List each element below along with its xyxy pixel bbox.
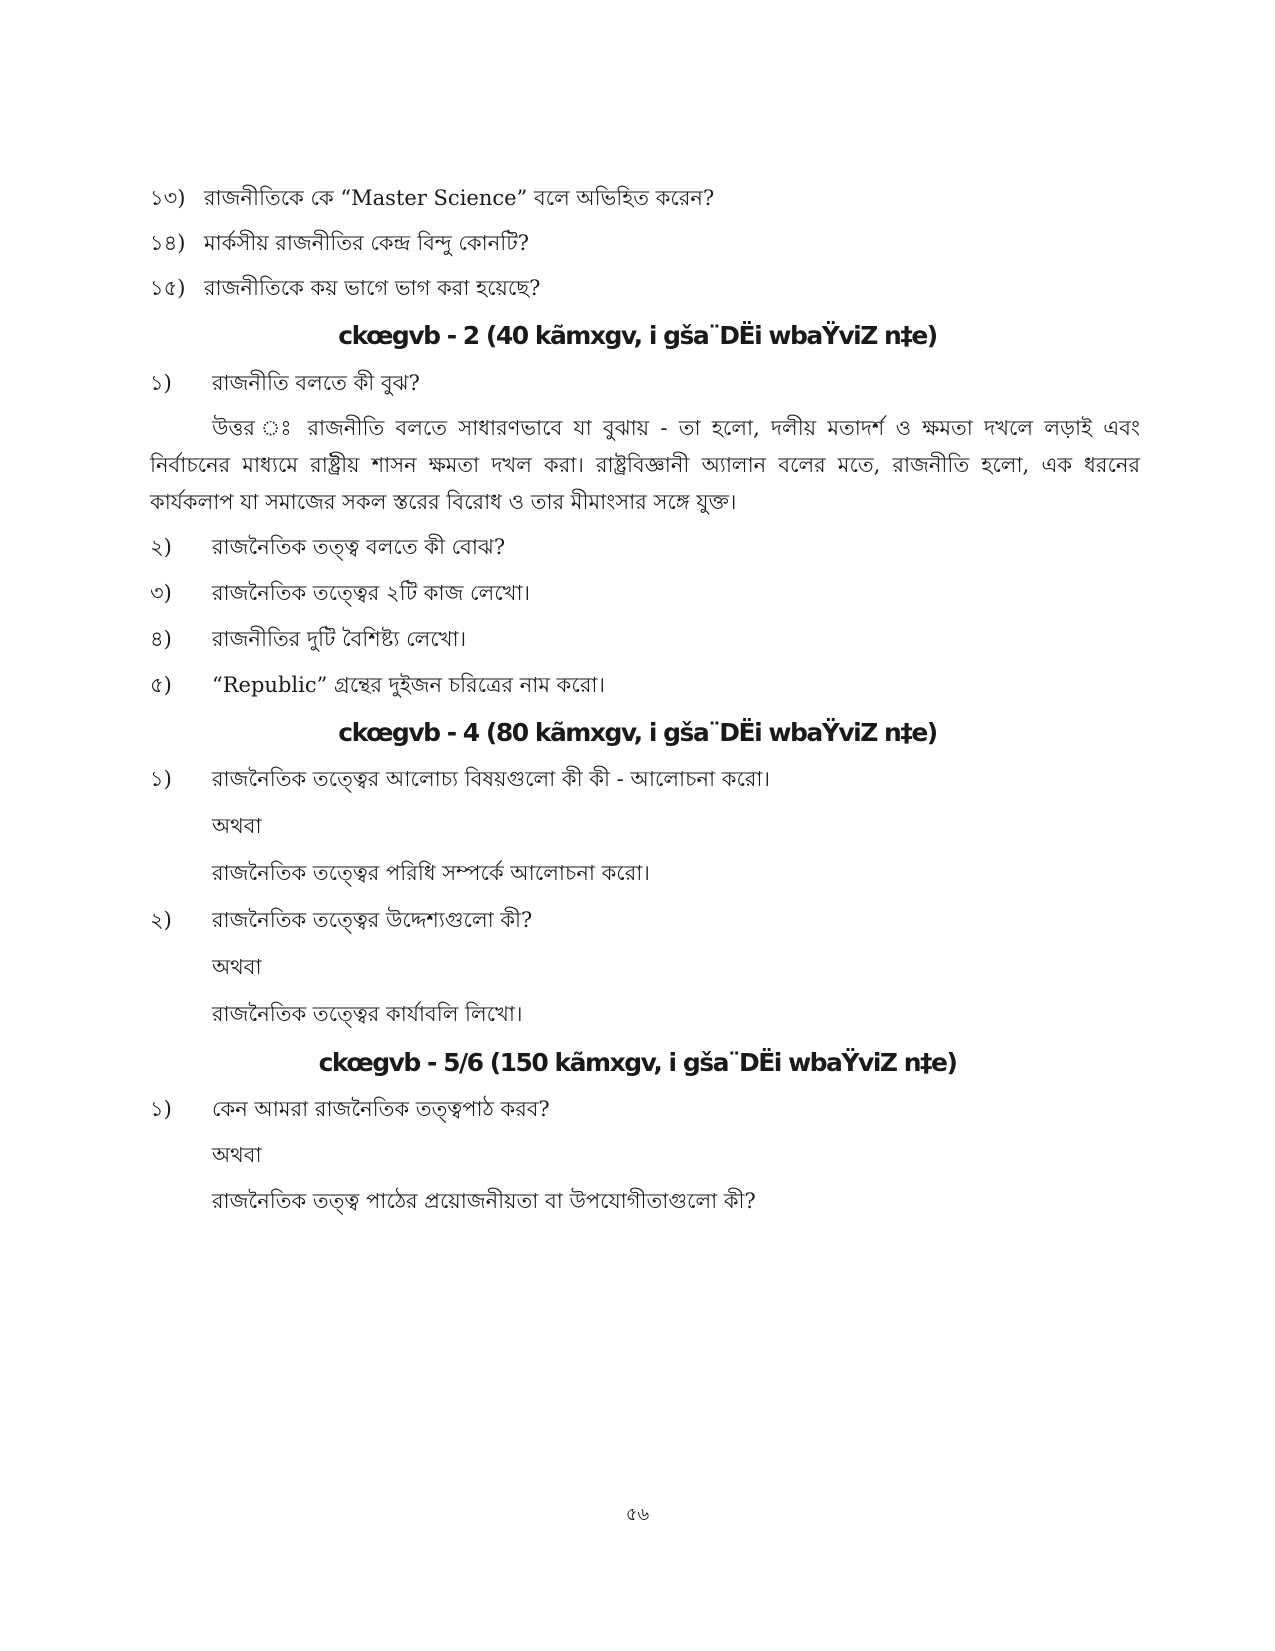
question-text: “Republic” গ্রন্থের দুইজন চরিত্রের নাম করো।: [212, 673, 605, 697]
question-text: রাজনৈতিক তত্ত্বের আলোচ্য বিষয়গুলো কী কী - আলোচনা করো।: [212, 767, 771, 791]
question-text: রাজনৈতিক তত্ত্বের ২টি কাজ লেখো।: [212, 581, 531, 605]
alternate-question: রাজনৈতিক তত্ত্বের কার্যাবলি লিখো।: [212, 1002, 523, 1026]
section4-question-1: [150, 764, 1140, 794]
question-number: ২): [150, 535, 172, 559]
question-text: রাজনীতি বলতে কী বুঝ?: [212, 371, 420, 395]
question-number: ৪): [150, 627, 172, 651]
section2-question-2: [150, 532, 1140, 562]
answer-paragraph: উত্তর ঃ রাজনীতি বলতে সাধারণভাবে যা বুঝায় - তা হলো, দলীয় মতাদর্শ ও ক্ষমতা দখলে লড়াই এবং নির্বাচনের মাধ্যমে রাষ্ট্রীয় শাসন ক্ষমতা দখল করা। রাষ্ট্রবিজ্ঞানী অ্যালান বলের মতে, রাজনীতি হলো, এক ধরনের কার্যকলাপ যা সমাজের সকল স্তরের বিরোধ ও তার মীমাংসার সঙ্গে যুক্ত।: [150, 416, 1140, 514]
question-number: ১৫): [150, 276, 186, 300]
question-number: ১৩): [150, 186, 186, 210]
or-label: অথবা: [212, 955, 262, 979]
question-text: রাজনীতির দুটি বৈশিষ্ট্য লেখো।: [212, 627, 467, 651]
question-text: রাজনৈতিক তত্ত্ব বলতে কী বোঝ?: [212, 535, 506, 559]
question-number: ৩): [150, 581, 172, 605]
page-number: ৫৬: [625, 1504, 650, 1525]
question-number: ২): [150, 908, 172, 932]
section-heading-56: ckœgvb - 5/6 (150 kãmxgv, i gša¨DËi wbaŸviZ n‡e): [318, 1048, 957, 1077]
section56-question-1: [150, 1094, 1140, 1124]
question-15: [150, 273, 1140, 303]
section2-question-3: [150, 578, 1140, 608]
or-label: অথবা: [212, 1143, 262, 1167]
section-heading-4: ckœgvb - 4 (80 kãmxgv, i gša¨DËi wbaŸviZ n‡e): [338, 718, 937, 747]
question-13: [150, 183, 1140, 213]
question-text: মার্কসীয় রাজনীতির কেন্দ্র বিন্দু কোনটি?: [204, 231, 529, 255]
question-text: রাজনীতিকে কে “Master Science” বলে অভিহিত করেন?: [204, 186, 715, 210]
section2-question-4: [150, 624, 1140, 654]
alternate-question: রাজনৈতিক তত্ত্ব পাঠের প্রয়োজনীয়তা বা উপযোগীতাগুলো কী?: [212, 1189, 756, 1213]
alternate-question: রাজনৈতিক তত্ত্বের পরিধি সম্পর্কে আলোচনা করো।: [212, 861, 650, 885]
question-text: রাজনৈতিক তত্ত্বের উদ্দেশ্যগুলো কী?: [212, 908, 533, 932]
question-text: কেন আমরা রাজনৈতিক তত্ত্বপাঠ করব?: [212, 1097, 550, 1121]
section-heading-2: ckœgvb - 2 (40 kãmxgv, i gša¨DËi wbaŸviZ n‡e): [338, 321, 937, 350]
question-number: ১৪): [150, 231, 186, 255]
question-14: [150, 228, 1140, 258]
question-number: ১): [150, 371, 172, 395]
question-number: ৫): [150, 673, 172, 697]
section2-question-1: [150, 368, 1140, 398]
question-number: ১): [150, 1097, 172, 1121]
question-number: ১): [150, 767, 172, 791]
section4-question-2: [150, 905, 1140, 935]
section2-question-5: [150, 670, 1140, 700]
or-label: অথবা: [212, 814, 262, 838]
question-text: রাজনীতিকে কয় ভাগে ভাগ করা হয়েছে?: [204, 276, 541, 300]
